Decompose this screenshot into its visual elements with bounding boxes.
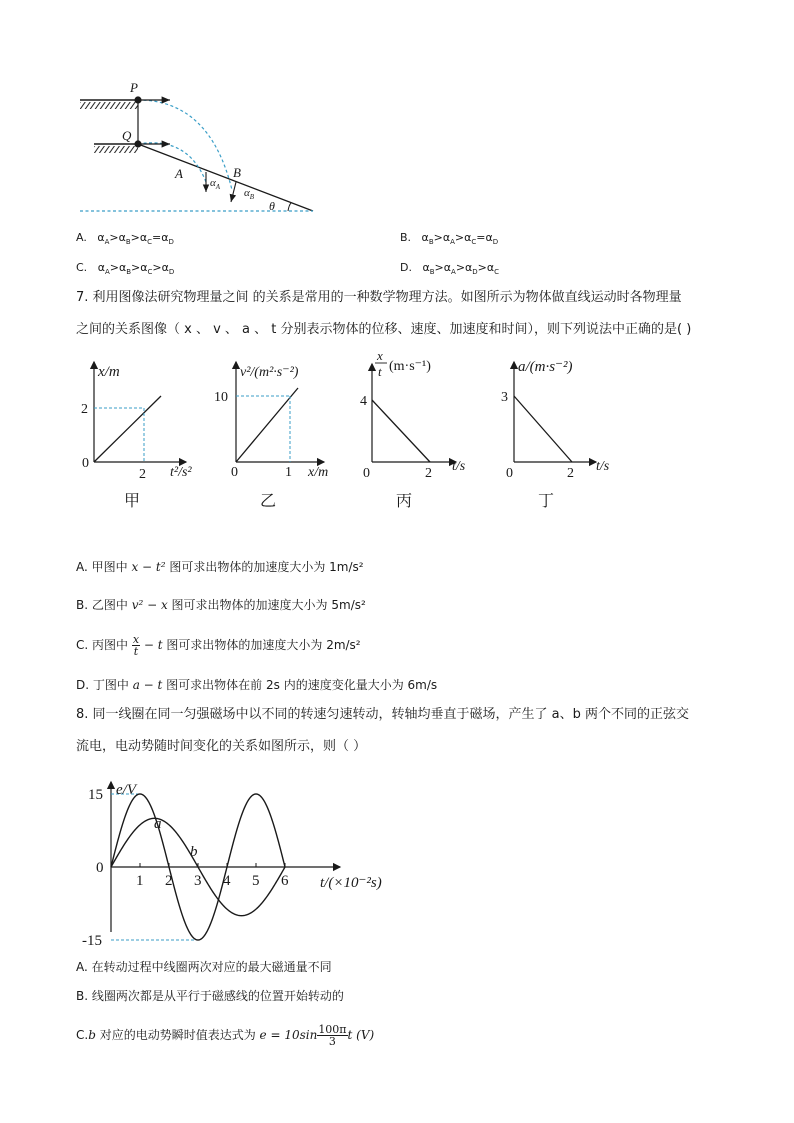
q8-option-b[interactable]: B. 线圈两次都是从平行于磁感线的位置开始转动的 (76, 989, 344, 1003)
q8-option-a[interactable]: A. 在转动过程中线圈两次对应的最大磁通量不同 (76, 960, 332, 974)
ding-xlabel: t/s (596, 459, 610, 474)
graph-jia (78, 356, 218, 516)
curve-a-label: a (154, 816, 162, 832)
bing-ylabel-den: t (378, 364, 382, 379)
yi-xtick: 1 (285, 465, 292, 480)
q6-option-a[interactable]: A. $\alpha_A>\alpha_B>\alpha_C=\alpha_D$ (76, 231, 174, 247)
yi-xlabel: x/m (308, 465, 329, 480)
lower-ledge-hatch (94, 146, 138, 153)
x-tick-label: 3 (194, 873, 202, 889)
incline (138, 144, 313, 211)
yi-caption: 乙 (260, 493, 277, 510)
q8-c-fraction: $\frac{100\pi}{3}$ (318, 1023, 347, 1048)
ding-ylabel: a/(m·s⁻²) (518, 359, 573, 375)
q6-option-c[interactable]: C. $\alpha_A>\alpha_B>\alpha_C>\alpha_D$ (76, 261, 175, 277)
jia-ytick: 2 (81, 402, 88, 417)
q7-option-c[interactable]: C. 丙图中 $\frac{x}{t}$ − t 图可求出物体的加速度大小为 2m/s² (76, 633, 361, 658)
q7-option-d[interactable]: D. 丁图中 a − t 图可求出物体在前 2s 内的速度变化量大小为 6m/s (76, 678, 438, 692)
jia-origin: 0 (82, 456, 89, 471)
bing-origin: 0 (363, 466, 370, 481)
yi-ylabel: v²/(m²·s⁻²) (240, 365, 299, 380)
graph-ding (500, 346, 640, 516)
label-alpha-b: $\alpha_B$ (244, 187, 255, 201)
q6-option-c-text: $\alpha_A>\alpha_B>\alpha_C>\alpha_D$ (97, 261, 175, 277)
upper-ledge-hatch (80, 102, 138, 109)
q7-stem-line2: 之间的关系图像（ x 、 v 、 a 、 t 分别表示物体的位移、速度、加速度和时间），则下列说法中正确的是( ) (76, 322, 692, 337)
bing-xtick: 2 (425, 466, 432, 481)
q8-stem-line2: 流电，电动势随时间变化的关系如图所示，则（ ） (76, 739, 367, 754)
theta-arc (288, 203, 291, 211)
q7-c-fraction: $\frac{x}{t}$ (132, 633, 140, 658)
ding-caption: 丁 (538, 493, 555, 510)
point-q (134, 140, 141, 147)
trajectory-q (138, 143, 206, 182)
emf-xlabel: t/(×10⁻²s) (320, 875, 382, 891)
label-p: P (130, 80, 138, 95)
point-p (134, 96, 141, 103)
incline-figure (70, 78, 330, 218)
q6-option-d[interactable]: D. $\alpha_B>\alpha_A>\alpha_D>\alpha_C$ (400, 261, 500, 277)
x-tick-label: 6 (281, 873, 289, 889)
x-tick-label: 5 (252, 873, 260, 889)
jia-line (94, 396, 161, 462)
bing-caption: 丙 (396, 493, 413, 510)
label-b: B (233, 165, 241, 180)
jia-ylabel: x/m (98, 364, 120, 380)
q8-option-c[interactable]: C.b 对应的电动势瞬时值表达式为 e = 10sin $\frac{100\pi}{3}$ t (V) (76, 1023, 375, 1048)
q6-option-b[interactable]: B. $\alpha_B>\alpha_A>\alpha_C=\alpha_D$ (400, 231, 499, 247)
label-alpha-a: $\alpha_A$ (210, 177, 221, 191)
y-tick-label: -15 (82, 933, 102, 949)
x-tick-label: 1 (136, 873, 144, 889)
jia-xlabel: t²/s² (170, 465, 192, 480)
ding-ytick: 3 (501, 390, 508, 405)
q7-option-b[interactable]: B. 乙图中 v² − x 图可求出物体的加速度大小为 5m/s² (76, 598, 366, 612)
x-tick-label: 2 (165, 873, 173, 889)
ding-xtick: 2 (567, 466, 574, 481)
y-tick-label: 0 (96, 860, 104, 876)
velocity-arrow-b (231, 182, 236, 202)
ding-line (514, 396, 572, 462)
jia-caption: 甲 (124, 493, 141, 510)
q6-option-d-text: $\alpha_B>\alpha_A>\alpha_D>\alpha_C$ (422, 261, 500, 277)
jia-xtick: 2 (139, 467, 146, 482)
curve-b-label: b (190, 844, 198, 860)
label-q: Q (122, 128, 132, 143)
label-theta: θ (269, 199, 275, 213)
q7-option-a[interactable]: A. 甲图中 x − t² 图可求出物体的加速度大小为 1m/s² (76, 560, 364, 574)
bing-ylabel-num: x (377, 348, 383, 363)
q8-stem-line1: 8. 同一线圈在同一匀强磁场中以不同的转速匀速转动，转轴均垂直于磁场，产生了 a、b 两个不同的正弦交 (76, 707, 690, 722)
bing-ylabel-unit: (m·s⁻¹) (389, 359, 431, 374)
trajectory-p (138, 100, 232, 190)
bing-ytick: 4 (360, 394, 367, 409)
yi-origin: 0 (231, 465, 238, 480)
q6-option-a-text: $\alpha_A>\alpha_B>\alpha_C=\alpha_D$ (97, 231, 174, 247)
ding-origin: 0 (506, 466, 513, 481)
emf-ylabel: e/V (116, 782, 136, 798)
graph-yi (214, 356, 358, 516)
yi-ytick: 10 (214, 390, 228, 405)
bing-xlabel: t/s (452, 459, 466, 474)
bing-line (372, 400, 430, 462)
label-a: A (175, 166, 183, 181)
q6-option-b-text: $\alpha_B>\alpha_A>\alpha_C=\alpha_D$ (421, 231, 499, 247)
yi-line (236, 388, 298, 462)
q7-stem-line1: 7. 利用图像法研究物理量之间 的关系是常用的一种数学物理方法。如图所示为物体做直线运动时各物理量 (76, 290, 682, 305)
graph-bing (358, 346, 498, 516)
x-tick-label: 4 (223, 873, 231, 889)
emf-chart (80, 770, 410, 949)
y-tick-label: 15 (88, 787, 103, 803)
